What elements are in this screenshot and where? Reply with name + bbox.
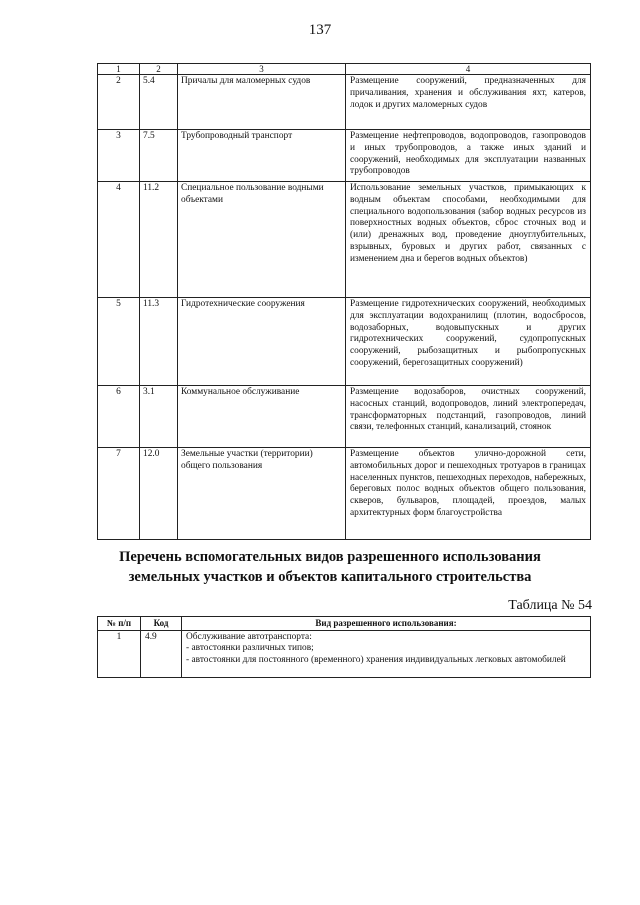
column-number-row — [98, 64, 591, 75]
section-title — [60, 547, 600, 587]
page-number: 137 — [308, 22, 332, 38]
row-description: Размещение объектов улично-дорожной сети, автомобильных дорог и пешеходных тротуаров в границах населенных пунктов, пешеходных переходов, набережных, береговых полос водных объектов общего пользования, скверов, бульваров, площадей, проездов, малых архитектурных форм благоустройства — [346, 448, 591, 540]
row-number: 3 — [98, 130, 140, 182]
section-title-line: Перечень вспомогательных видов разрешенного использования — [119, 549, 541, 565]
row-number: 2 — [98, 75, 140, 130]
table-row — [98, 386, 591, 448]
section-title-line: земельных участков и объектов капитального строительства — [128, 569, 532, 585]
header-use-type: Вид разрешенного использования: — [182, 617, 591, 631]
table-header-row — [98, 617, 591, 631]
table-row — [98, 75, 591, 130]
row-name: Земельные участки (территории) общего пользования — [178, 448, 346, 540]
row-description: Размещение гидротехнических сооружений, необходимых для эксплуатации водохранилищ (плотин, водосбросов, водозаборных, водовыпускных и других гидротехнических сооружений, судопропускных сооружений, рыбозащитных и рыбопропускных сооружений, берегозащитных сооружений) — [346, 298, 591, 386]
auxiliary-use-table — [97, 616, 591, 678]
row-code: 11.2 — [140, 182, 178, 298]
table-caption: Таблица № 54 — [508, 598, 592, 613]
table-row — [98, 448, 591, 540]
table-row — [98, 630, 591, 677]
row-number: 6 — [98, 386, 140, 448]
description-line: Обслуживание автотранспорта: — [186, 631, 312, 642]
row-name: Гидротехнические сооружения — [178, 298, 346, 386]
column-number: 1 — [98, 64, 140, 75]
row-number: 4 — [98, 182, 140, 298]
row-code: 5.4 — [140, 75, 178, 130]
row-name: Специальное пользование водными объектами — [178, 182, 346, 298]
row-name: Трубопроводный транспорт — [178, 130, 346, 182]
column-number: 3 — [178, 64, 346, 75]
header-code: Код — [141, 617, 182, 631]
row-number: 1 — [98, 630, 141, 677]
row-description: Размещение нефтепроводов, водопроводов, газопроводов и иных трубопроводов, а также иных зданий и сооружений, необходимых для эксплуатации названных трубопроводов — [346, 130, 591, 182]
table-row — [98, 182, 591, 298]
column-number: 4 — [346, 64, 591, 75]
land-use-table-continued — [97, 63, 591, 540]
row-number: 7 — [98, 448, 140, 540]
description-line: - автостоянки для постоянного (временного) хранения индивидуальных легковых автомобилей — [186, 655, 566, 666]
row-code: 12.0 — [140, 448, 178, 540]
table-row — [98, 298, 591, 386]
table-row — [98, 130, 591, 182]
row-description: Использование земельных участков, примыкающих к водным объектам способами, необходимыми для специального водопользования (забор водных ресурсов из поверхностных водных объектов, сброс сточных вод и (или) дренажных вод, проведение дноуглубительных, взрывных, буровых и других работ, связанных с изменением дна и берегов водных объектов) — [346, 182, 591, 298]
row-description — [182, 630, 591, 677]
row-description: Размещение сооружений, предназначенных для причаливания, хранения и обслуживания яхт, катеров, лодок и других маломерных судов — [346, 75, 591, 130]
column-number: 2 — [140, 64, 178, 75]
header-number: № п/п — [98, 617, 141, 631]
row-number: 5 — [98, 298, 140, 386]
row-code: 3.1 — [140, 386, 178, 448]
row-code: 4.9 — [141, 630, 182, 677]
row-code: 11.3 — [140, 298, 178, 386]
row-code: 7.5 — [140, 130, 178, 182]
description-line: - автостоянки различных типов; — [186, 643, 314, 654]
row-name: Причалы для маломерных судов — [178, 75, 346, 130]
row-name: Коммунальное обслуживание — [178, 386, 346, 448]
row-description: Размещение водозаборов, очистных сооружений, насосных станций, водопроводов, линий электропередач, трансформаторных подстанций, газопроводов, линий связи, телефонных станций, канализаций, стоянок — [346, 386, 591, 448]
